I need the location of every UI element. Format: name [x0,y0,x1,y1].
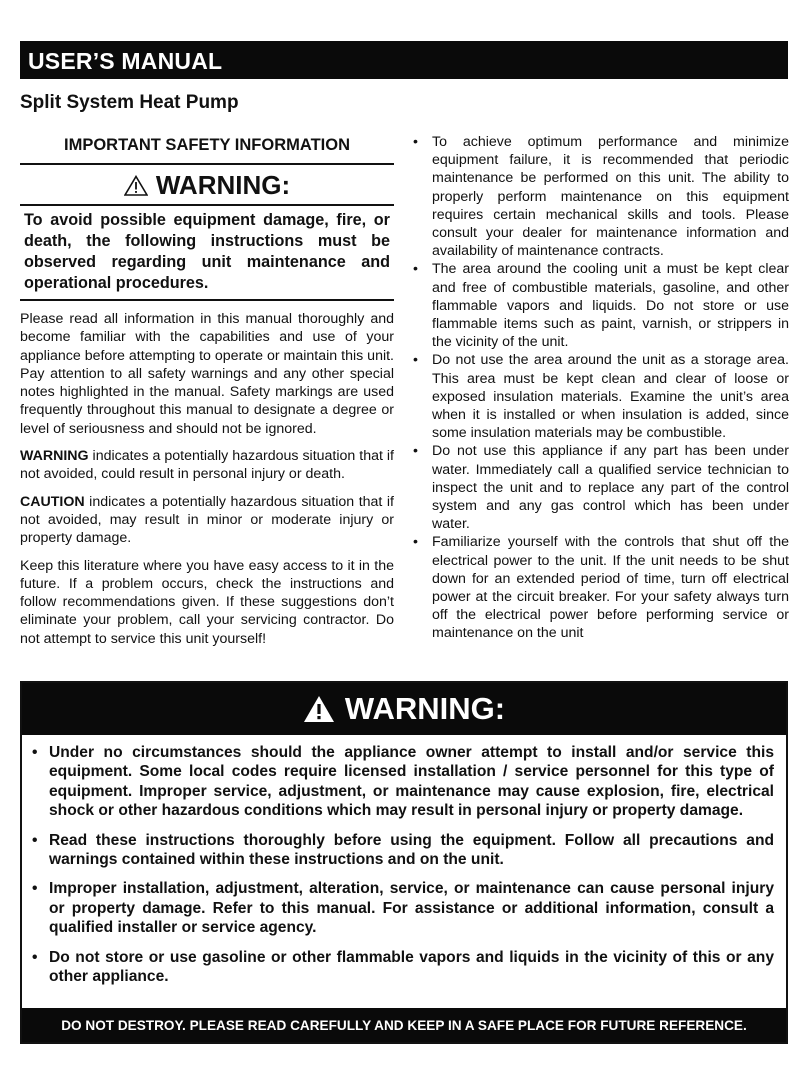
list-item: • Improper installation, adjustment, alteration, service, or maintenance can cause personal injury or property damage. Refer to this manual. For assistance or additional information, consult a qualified installer or service agency. [32,880,774,937]
keep-paragraph: Keep this literature where you have easy access to it in the future. If a problem occurs, check the instructions and follow recommendations given. If these suggestions don’t eliminate your problem, call your servicing contractor. Do not attempt to service this unit yourself! [20,557,394,647]
warning-triangle-icon [124,175,148,196]
footer-notice: DO NOT DESTROY. PLEASE READ CAREFULLY AND KEEP IN A SAFE PLACE FOR FUTURE REFERENCE. [22,1008,786,1042]
product-subtitle: Split System Heat Pump [20,92,239,113]
list-item: • Do not use this appliance if any part has been under water. Immediately call a qualified service technician to inspect the unit and to replace any part of the control system and any gas control which has been under water. [413,443,789,533]
warning-heading [20,169,394,201]
warning-definition [20,447,394,484]
manual-title: USER’S MANUAL [28,48,223,74]
list-item: • Do not store or use gasoline or other flammable vapors and liquids in the vicinity of this or any other appliance. [32,948,774,986]
list-item: • Familiarize yourself with the controls that shut off the electrical power to the unit. If the unit needs to be shut down for an extended period of time, turn off electrical power at the circuit breaker. For your safety always turn off the electrical power before performing service or maintenance on the unit [413,534,789,642]
caution-term: CAUTION [20,493,85,510]
maintenance-list [411,133,789,643]
maintenance-column [411,133,789,643]
warning-box-label: WARNING: [344,691,506,726]
warning-text: To avoid possible equipment damage, fire, or death, the following instructions must be observed regarding unit maintenance and operational procedures. [20,204,394,301]
list-item: • Read these instructions thoroughly before using the equipment. Follow all precautions and warnings contained within these instructions and on the unit. [32,831,774,869]
section-title: IMPORTANT SAFETY INFORMATION [20,136,394,165]
list-item: • The area around the cooling unit a must be kept clear and free of combustible materials, gasoline, and other flammable vapors and liquids. Do not store or use flammable items such as paint, varnish, or strippers in the vicinity of the unit. [413,261,789,351]
warning-term: WARNING [20,448,89,465]
manual-header [20,41,788,79]
list-item: • Under no circumstances should the appliance owner attempt to install and/or service this equipment. Some local codes require licensed installation / service personnel for this type of equipment. Improper service, adjustment, or maintenance may cause explosion, fire, electrical shock or other hazardous conditions which may result in personal injury or property damage. [32,744,774,820]
safety-column [20,133,394,657]
warning-box-list [22,743,786,986]
list-item: • To achieve optimum performance and minimize equipment failure, it is recommended that periodic maintenance be performed on this unit. The ability to properly perform maintenance on this equipment requires certain mechanical skills and tools. Please consult your dealer for maintenance information and availability of maintenance contracts. [413,134,789,260]
warning-label: WARNING: [155,170,291,200]
warning-box [20,681,788,1044]
intro-paragraph: Please read all information in this manual thoroughly and become familiar with the capabilities and use of your appliance before attempting to operate or maintain this unit. Pay attention to all safety warnings and any other special notes highlighted in the manual. Safety markings are used frequently throughout this manual to designate a degree or level of seriousness and should not be ignored. [20,311,394,437]
warning-definition-text: indicates a potentially hazardous situation that if not avoided, could result in personal injury or death. [20,448,394,483]
caution-definition-text: indicates a potentially hazardous situation that if not avoided, may result in minor or moderate injury or property damage. [20,493,394,547]
warning-triangle-icon [303,695,335,723]
caution-definition [20,493,394,548]
warning-box-header [22,683,786,735]
list-item: • Do not use the area around the unit as a storage area. This area must be kept clean and clear of loose or exposed insulation materials. Examine the unit’s area when it is installed or when insulation is added, since some insulation materials may be combustible. [413,352,789,442]
